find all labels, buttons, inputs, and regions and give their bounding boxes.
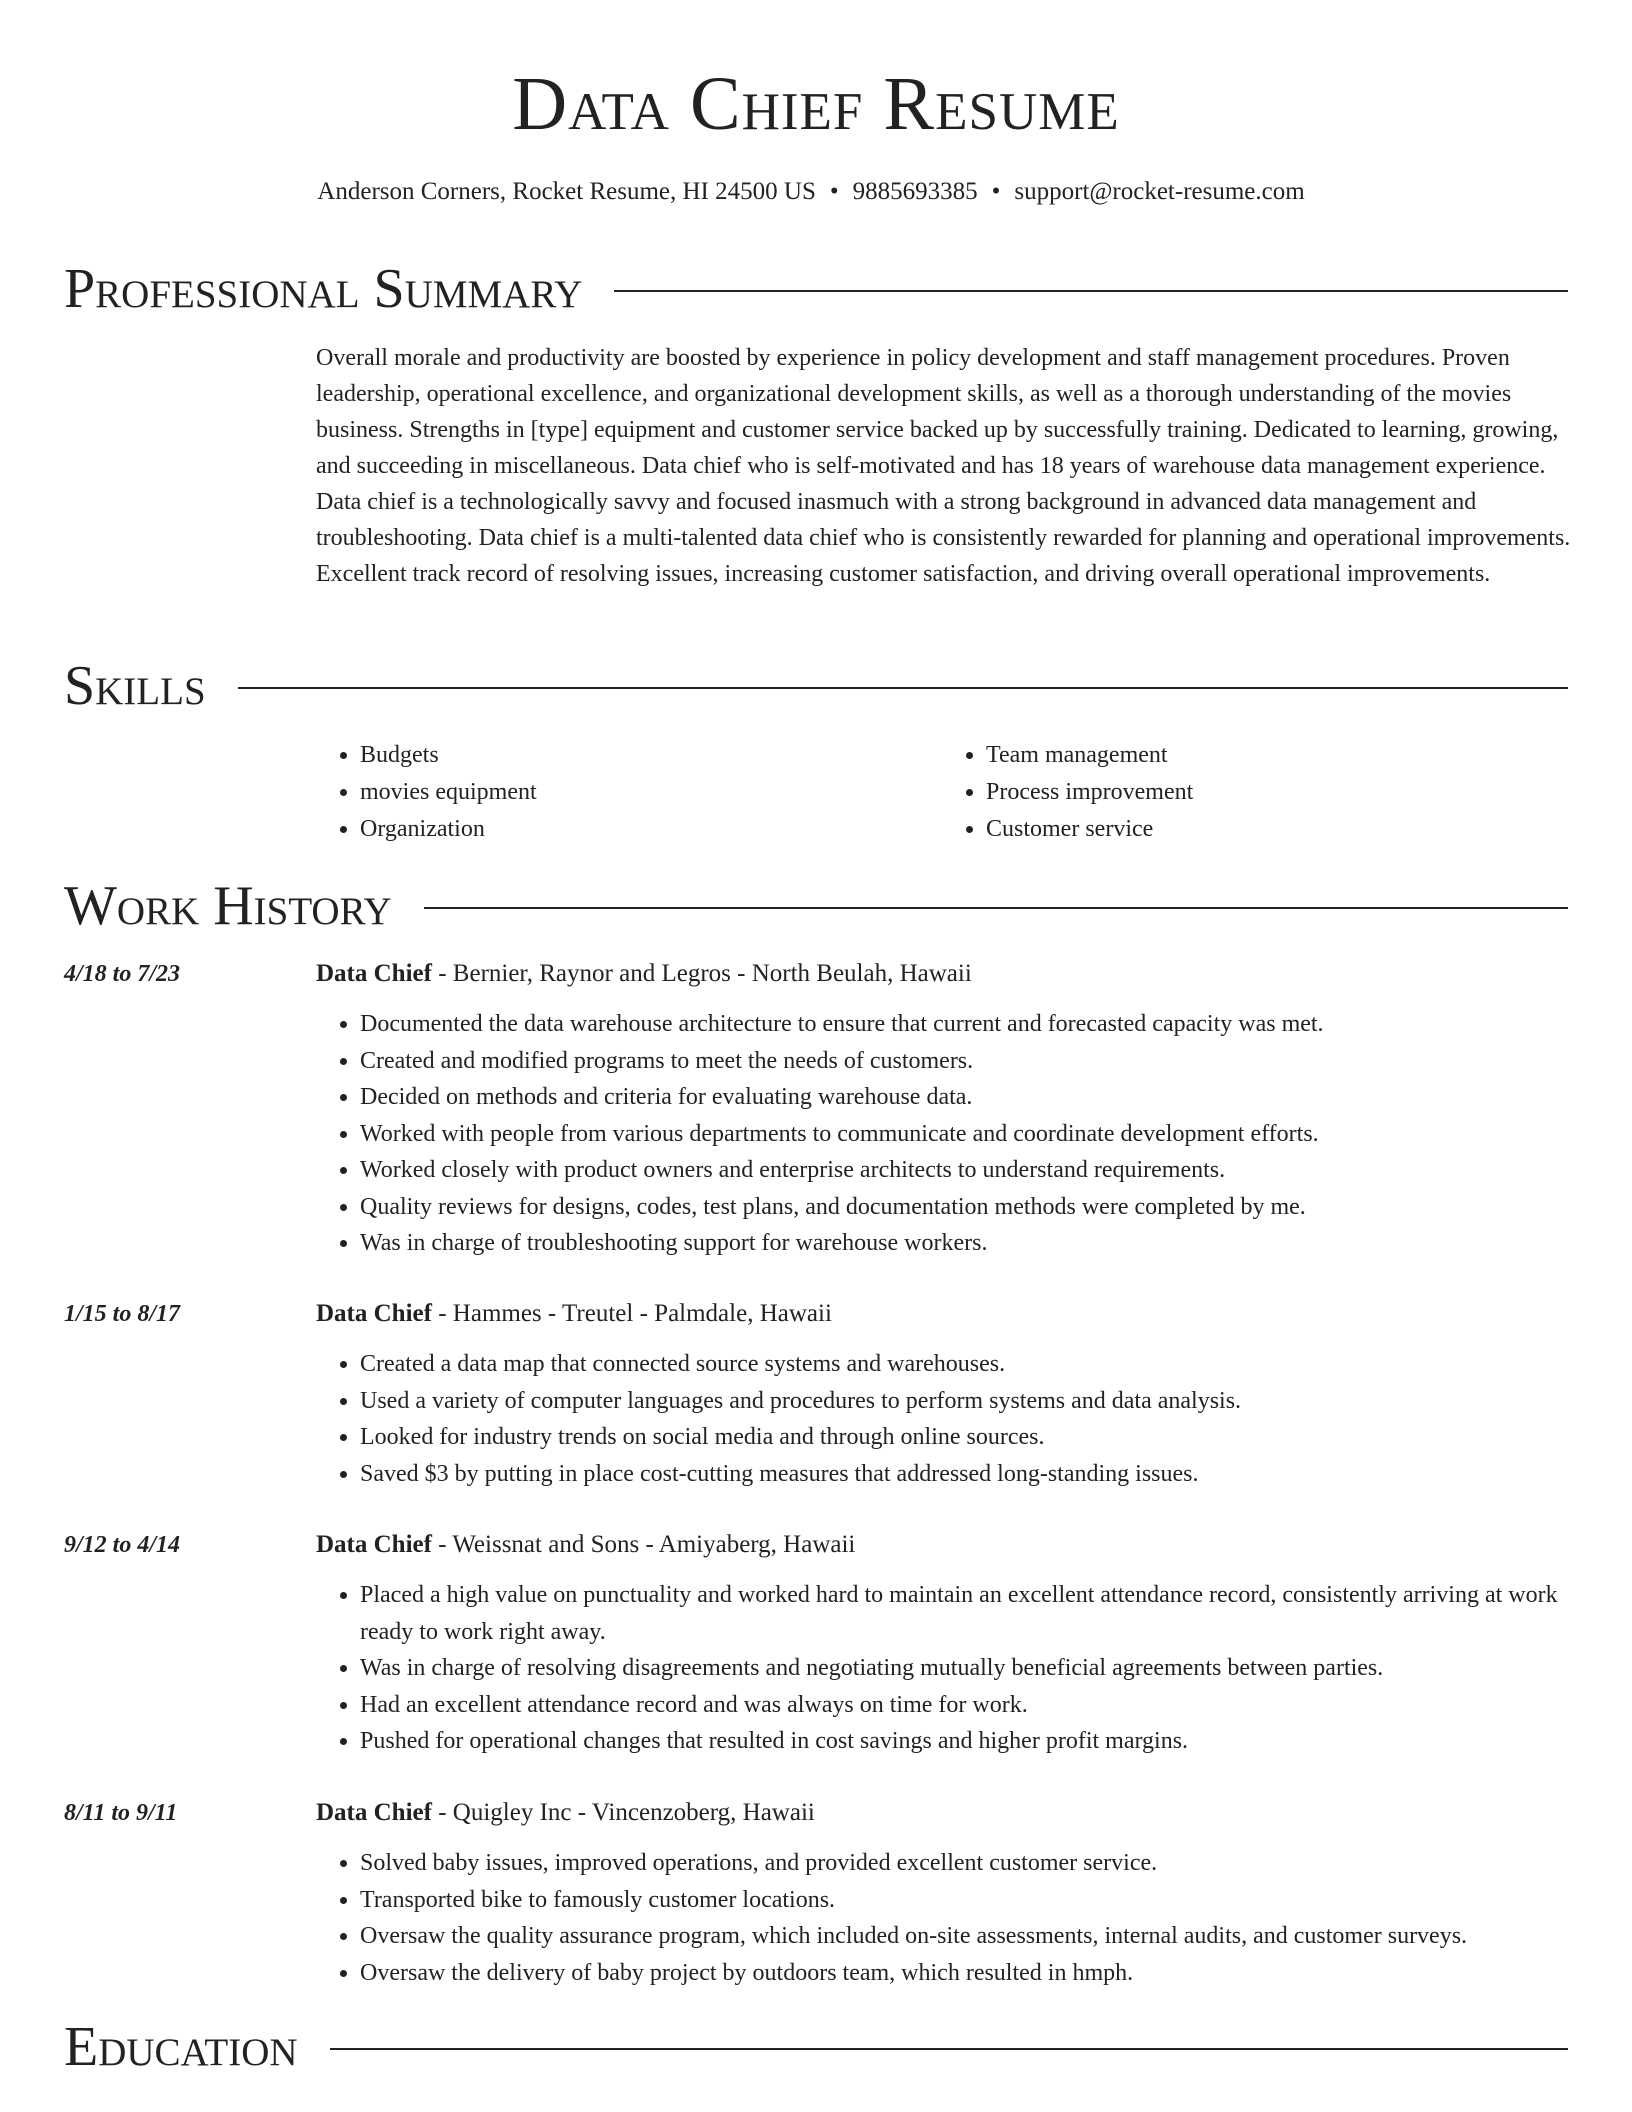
job-bullet: • Created a data map that connected source systems and warehouses. [360,1346,1612,1383]
job-bullets [316,1577,1612,1760]
job-bullet: • Decided on methods and criteria for evaluating warehouse data. [360,1079,1612,1116]
skill-item: • movies equipment [360,774,942,811]
job-bullet: • Pushed for operational changes that resulted in cost savings and higher profit margins. [360,1723,1612,1760]
contact-separator: • [829,178,839,205]
section-divider [614,290,1568,292]
job-role: Data Chief [316,1799,432,1826]
section-divider [330,2048,1568,2050]
job-bullet: • Quality reviews for designs, codes, test plans, and documentation methods were completed by me. [360,1189,1612,1226]
section-title-work-history: Work History [64,875,392,937]
section-title-education: Education [64,2016,298,2078]
section-header-education [64,2012,1568,2082]
contact-phone: 9885693385 [852,178,978,205]
job-employer-location: - Hammes - Treutel - Palmdale, Hawaii [431,1300,832,1327]
job-bullet: • Had an excellent attendance record and was always on time for work. [360,1687,1612,1724]
job-dates: 9/12 to 4/14 [64,1532,181,1558]
job-bullet: • Was in charge of resolving disagreements and negotiating mutually beneficial agreements between parties. [360,1650,1612,1687]
contact-address: Anderson Corners, Rocket Resume, HI 24500 US [317,178,816,205]
section-divider [424,907,1568,909]
professional-summary-text: Overall morale and productivity are boosted by experience in policy development and staff management procedures. Proven leadership, operational excellence, and organizational development skills, as well as a thorough understanding of the movies business. Strengths in [type] equipment and customer service backed up by successfully training. Dedicated to learning, growing, and succeeding in miscellaneous. Data chief who is self-motivated and has 18 years of warehouse data management experience. Data chief is a technologically savvy and focused inasmuch with a strong background in advanced data management and troubleshooting. Data chief is a multi-talented data chief who is consistently rewarded for planning and operational improvements. Excellent track record of resolving issues, increasing customer satisfaction, and driving overall operational improvements. [316,345,1571,587]
job-bullet: • Placed a high value on punctuality and worked hard to maintain an excellent attendance record, consistently arriving at work ready to work right away. [360,1577,1612,1650]
job-bullets [316,1845,1612,1991]
job-bullets [316,1346,1612,1492]
job-bullet: • Oversaw the quality assurance program, which included on-site assessments, internal audits, and customer surveys. [360,1918,1612,1955]
job-heading [316,1296,832,1332]
section-divider [238,687,1568,689]
job-dates: 8/11 to 9/11 [64,1800,178,1826]
job-heading [316,1527,855,1563]
job-employer-location: - Bernier, Raynor and Legros - North Beulah, Hawaii [431,960,972,987]
job-heading [316,1795,815,1831]
job-bullet: • Was in charge of troubleshooting support for warehouse workers. [360,1225,1612,1262]
section-title-summary: Professional Summary [64,258,583,320]
job-bullet: • Transported bike to famously customer locations. [360,1882,1612,1919]
job-bullet: • Worked closely with product owners and enterprise architects to understand requirements. [360,1152,1612,1189]
section-header-skills [64,651,1568,721]
skill-item: • Customer service [986,811,1568,848]
job-role: Data Chief [316,960,432,987]
skill-item: • Team management [986,737,1568,774]
section-title-skills: Skills [64,655,206,717]
resume-title: Data Chief Resume [512,62,1120,146]
skill-item: • Organization [360,811,942,848]
skills-column-right [942,737,1568,848]
job-dates: 4/18 to 7/23 [64,961,181,987]
skills-column-left [316,737,942,848]
job-bullet: • Used a variety of computer languages and procedures to perform systems and data analysis. [360,1383,1612,1420]
job-employer-location: - Quigley Inc - Vincenzoberg, Hawaii [431,1799,815,1826]
section-header-summary [64,254,1568,324]
job-bullet: • Looked for industry trends on social media and through online sources. [360,1419,1612,1456]
job-role: Data Chief [316,1300,432,1327]
contact-email: support@rocket-resume.com [1014,178,1305,205]
contact-line [0,172,1622,212]
section-header-work-history [64,871,1568,941]
job-bullet: • Oversaw the delivery of baby project by outdoors team, which resulted in hmph. [360,1955,1612,1992]
job-bullet: • Documented the data warehouse architecture to ensure that current and forecasted capacity was met. [360,1006,1612,1043]
contact-separator: • [991,178,1001,205]
job-bullet: • Created and modified programs to meet the needs of customers. [360,1043,1612,1080]
job-employer-location: - Weissnat and Sons - Amiyaberg, Hawaii [431,1531,856,1558]
job-bullet: • Worked with people from various departments to communicate and coordinate development efforts. [360,1116,1612,1153]
skill-item: • Budgets [360,737,942,774]
job-bullet: • Solved baby issues, improved operations, and provided excellent customer service. [360,1845,1612,1882]
job-bullet: • Saved $3 by putting in place cost-cutting measures that addressed long-standing issues. [360,1456,1612,1493]
job-heading [316,956,972,992]
skill-item: • Process improvement [986,774,1568,811]
skills-list [316,737,1568,848]
job-dates: 1/15 to 8/17 [64,1301,181,1327]
job-bullets [316,1006,1612,1262]
job-role: Data Chief [316,1531,432,1558]
